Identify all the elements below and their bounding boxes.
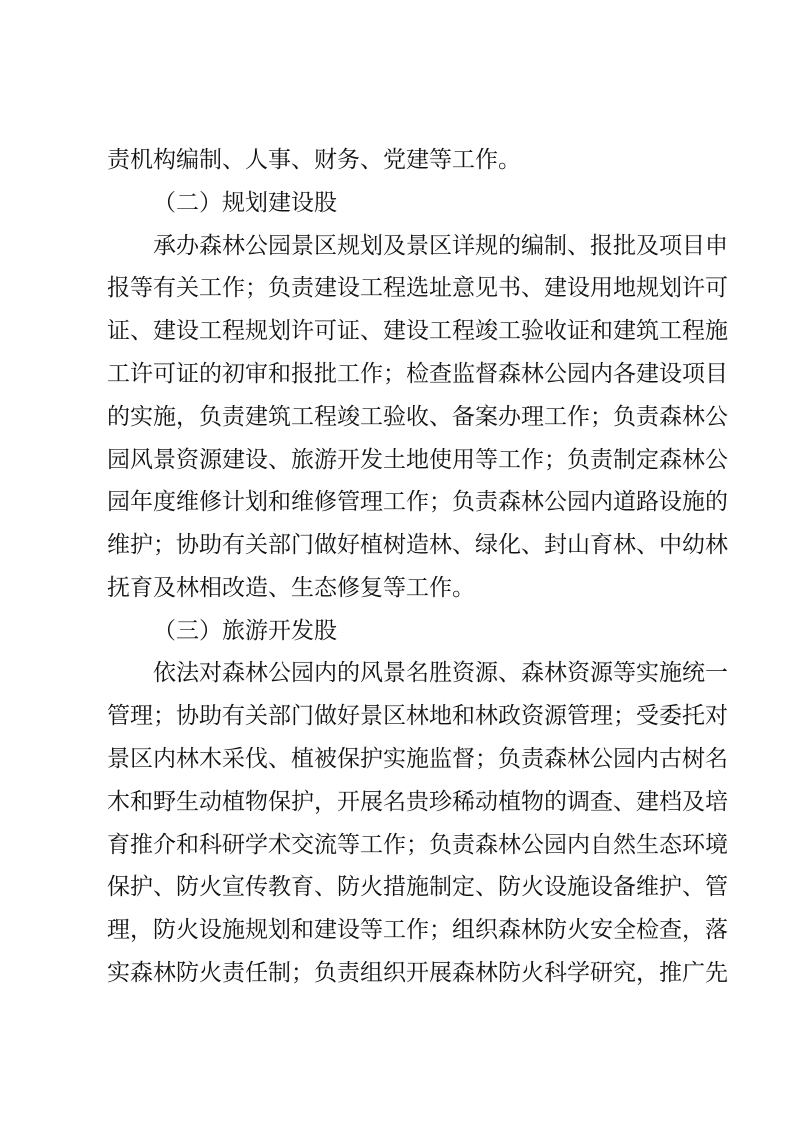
paragraph-line: 责机构编制、人事、财务、党建等工作。 (107, 147, 521, 173)
paragraph-line: 依法对森林公园内的风景名胜资源、森林资源等实施统一 (153, 660, 728, 686)
paragraph-line: 工许可证的初审和报批工作；检查监督森林公园内各建设项目 (107, 361, 728, 387)
paragraph-line: 育推介和科研学术交流等工作；负责森林公园内自然生态环境 (107, 832, 728, 858)
paragraph-line: 木和野生动植物保护，开展名贵珍稀动植物的调查、建档及培 (107, 789, 728, 815)
paragraph-line: 抚育及林相改造、生态修复等工作。 (107, 575, 475, 601)
paragraph-line: 承办森林公园景区规划及景区详规的编制、报批及项目申 (153, 233, 728, 259)
section-heading-tourism: （三）旅游开发股 (153, 618, 337, 644)
section-heading-planning: （二）规划建设股 (153, 190, 337, 216)
paragraph-line: 维护；协助有关部门做好植树造林、绿化、封山育林、中幼林 (107, 532, 728, 558)
paragraph-line: 证、建设工程规划许可证、建设工程竣工验收证和建筑工程施 (107, 318, 728, 344)
paragraph-line: 报等有关工作；负责建设工程选址意见书、建设用地规划许可 (107, 275, 728, 301)
paragraph-line: 管理；协助有关部门做好景区林地和林政资源管理；受委托对 (107, 703, 728, 729)
paragraph-line: 园年度维修计划和维修管理工作；负责森林公园内道路设施的 (107, 489, 728, 515)
paragraph-line: 实森林防火责任制；负责组织开展森林防火科学研究，推广先 (107, 960, 728, 986)
paragraph-line: 的实施，负责建筑工程竣工验收、备案办理工作；负责森林公 (107, 404, 728, 430)
paragraph-line: 保护、防火宣传教育、防火措施制定、防火设施设备维护、管 (107, 874, 728, 900)
paragraph-line: 景区内林木采伐、植被保护实施监督；负责森林公园内古树名 (107, 746, 728, 772)
paragraph-line: 园风景资源建设、旅游开发土地使用等工作；负责制定森林公 (107, 447, 728, 473)
paragraph-line: 理，防火设施规划和建设等工作；组织森林防火安全检查，落 (107, 917, 728, 943)
